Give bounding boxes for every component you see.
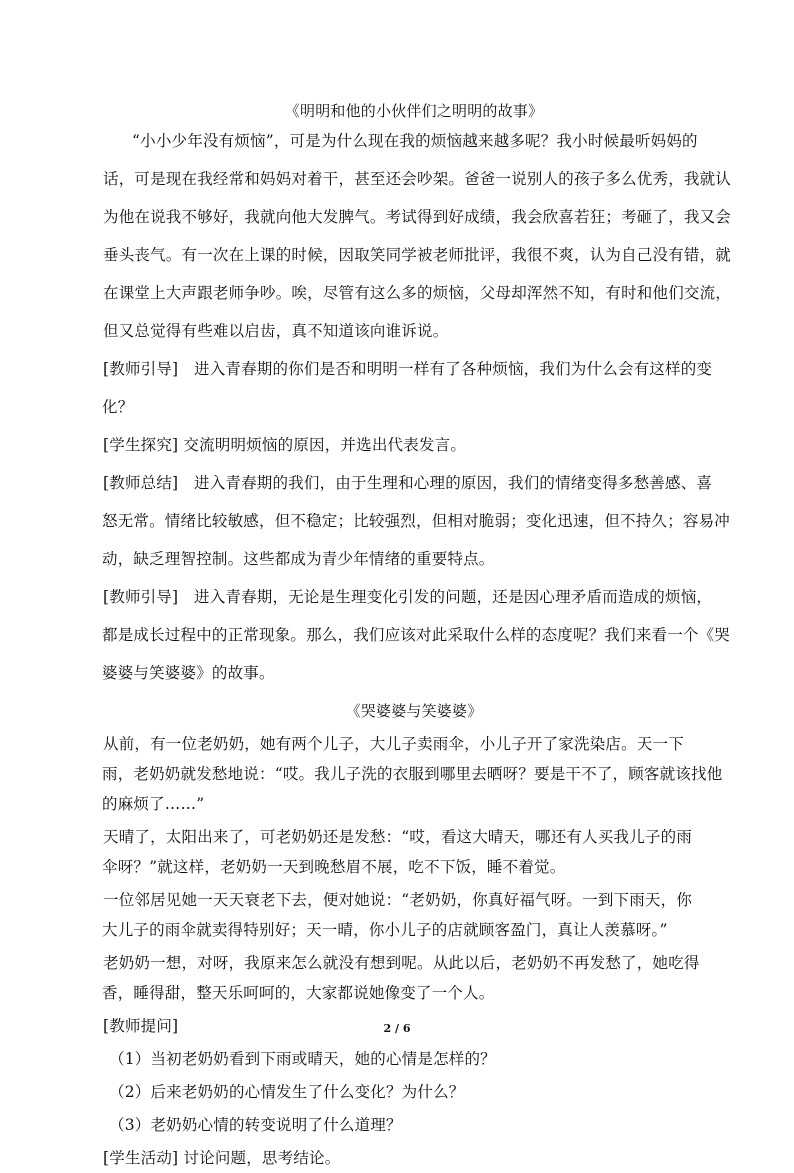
text-line: [学生活动] 讨论问题，思考结论。 bbox=[103, 1149, 341, 1167]
story-paragraph-mingming bbox=[103, 126, 732, 346]
text-line: [教师引导] 进入青春期，无论是生理变化引发的问题，还是因心理矛盾而造成的烦恼， bbox=[103, 588, 713, 606]
story2-paragraph-1 bbox=[103, 729, 725, 819]
text-line: 动，缺乏理智控制。这些都成为青少年情绪的重要特点。 bbox=[102, 550, 495, 568]
page-number: 2 / 6 bbox=[383, 1022, 411, 1035]
text-line: 垂头丧气。有一次在上课的时候，因取笑同学被老师批评，我很不爽，认为自己没有错，就 bbox=[103, 246, 732, 264]
story-title-1: 《明明和他的小伙伴们之明明的故事》 bbox=[284, 102, 544, 120]
text-line: [学生探究] 交流明明烦恼的原因，并选出代表发言。 bbox=[103, 436, 467, 454]
text-line: 从前，有一位老奶奶，她有两个儿子，大儿子卖雨伞，小儿子开了家洗染店。天一下 bbox=[103, 735, 684, 753]
story2-paragraph-4 bbox=[103, 948, 725, 1008]
student-explore bbox=[103, 430, 725, 460]
text-line: 话，可是现在我经常和妈妈对着干，甚至还会吵架。爸爸一说别人的孩子多么优秀，我就认 bbox=[103, 170, 732, 188]
text-line: 雨，老奶奶就发愁地说：“哎。我儿子洗的衣服到哪里去晒呀？要是干不了，顾客就该找他 bbox=[102, 765, 723, 783]
question-item: （3）老奶奶心情的转变说明了什么道理？ bbox=[109, 1116, 402, 1134]
text-line: 的麻烦了……” bbox=[102, 795, 205, 813]
question-item: （1）当初老奶奶看到下雨或晴天，她的心情是怎样的？ bbox=[109, 1050, 496, 1068]
story-title-2: 《哭婆婆与笑婆婆》 bbox=[345, 702, 483, 720]
text-line: [教师总结] 进入青春期的我们，由于生理和心理的原因，我们的情绪变得多愁善感、喜 bbox=[103, 474, 713, 492]
text-line: 伞呀？”就这样，老奶奶一天到晚愁眉不展，吃不下饭，睡不着觉。 bbox=[102, 858, 566, 876]
teacher-guide-2 bbox=[102, 582, 731, 688]
text-line: 大儿子的雨伞就卖得特别好；天一晴，你小儿子的店就顾客盈门，真让人羡慕呀。” bbox=[102, 921, 668, 939]
text-line: 老奶奶一想，对呀，我原来怎么就没有想到呢。从此以后，老奶奶不再发愁了，她吃得 bbox=[103, 954, 700, 972]
story2-paragraph-2 bbox=[103, 822, 725, 882]
text-line: [教师引导] 进入青春期的你们是否和明明一样有了各种烦恼，我们为什么会有这样的变 bbox=[103, 360, 713, 378]
question-list bbox=[103, 1044, 725, 1140]
text-line: 但又总觉得有些难以启齿，真不知道该向谁诉说。 bbox=[103, 322, 449, 340]
text-line: 都是成长过程中的正常现象。那么，我们应该对此采取什么样的态度呢？我们来看一个《哭 bbox=[102, 626, 731, 644]
student-activity bbox=[103, 1143, 725, 1173]
teacher-guide-1 bbox=[103, 354, 725, 422]
text-line: 香，睡得甜，整天乐呵呵的，大家都说她像变了一个人。 bbox=[102, 984, 495, 1002]
text-line: 婆婆与笑婆婆》的故事。 bbox=[102, 664, 275, 682]
teacher-summary bbox=[102, 468, 731, 574]
text-line: 怒无常。情绪比较敏感，但不稳定；比较强烈，但相对脆弱；变化迅速，但不持久；容易冲 bbox=[102, 512, 731, 530]
text-line: 在课堂上大声跟老师争吵。唉，尽管有这么多的烦恼，父母却浑然不知，有时和他们交流， bbox=[103, 284, 732, 302]
text-line: 一位邻居见她一天天衰老下去，便对她说：“老奶奶，你真好福气呀。一到下雨天，你 bbox=[103, 891, 693, 909]
story2-paragraph-3 bbox=[103, 885, 725, 945]
text-line: 化？ bbox=[102, 398, 134, 416]
text-line: 为他在说我不够好，我就向他大发脾气。考试得到好成绩，我会欣喜若狂；考砸了，我又会 bbox=[103, 208, 732, 226]
question-item: （2）后来老奶奶的心情发生了什么变化？为什么？ bbox=[109, 1083, 465, 1101]
page-content bbox=[102, 96, 732, 1173]
text-line: [教师提问] bbox=[103, 1017, 179, 1035]
text-line: 天晴了，太阳出来了，可老奶奶还是发愁：“哎，看这大晴天，哪还有人买我儿子的雨 bbox=[103, 828, 693, 846]
text-line: “小小少年没有烦恼”，可是为什么现在我的烦恼越来越多呢？我小时候最听妈妈的 bbox=[132, 132, 698, 150]
